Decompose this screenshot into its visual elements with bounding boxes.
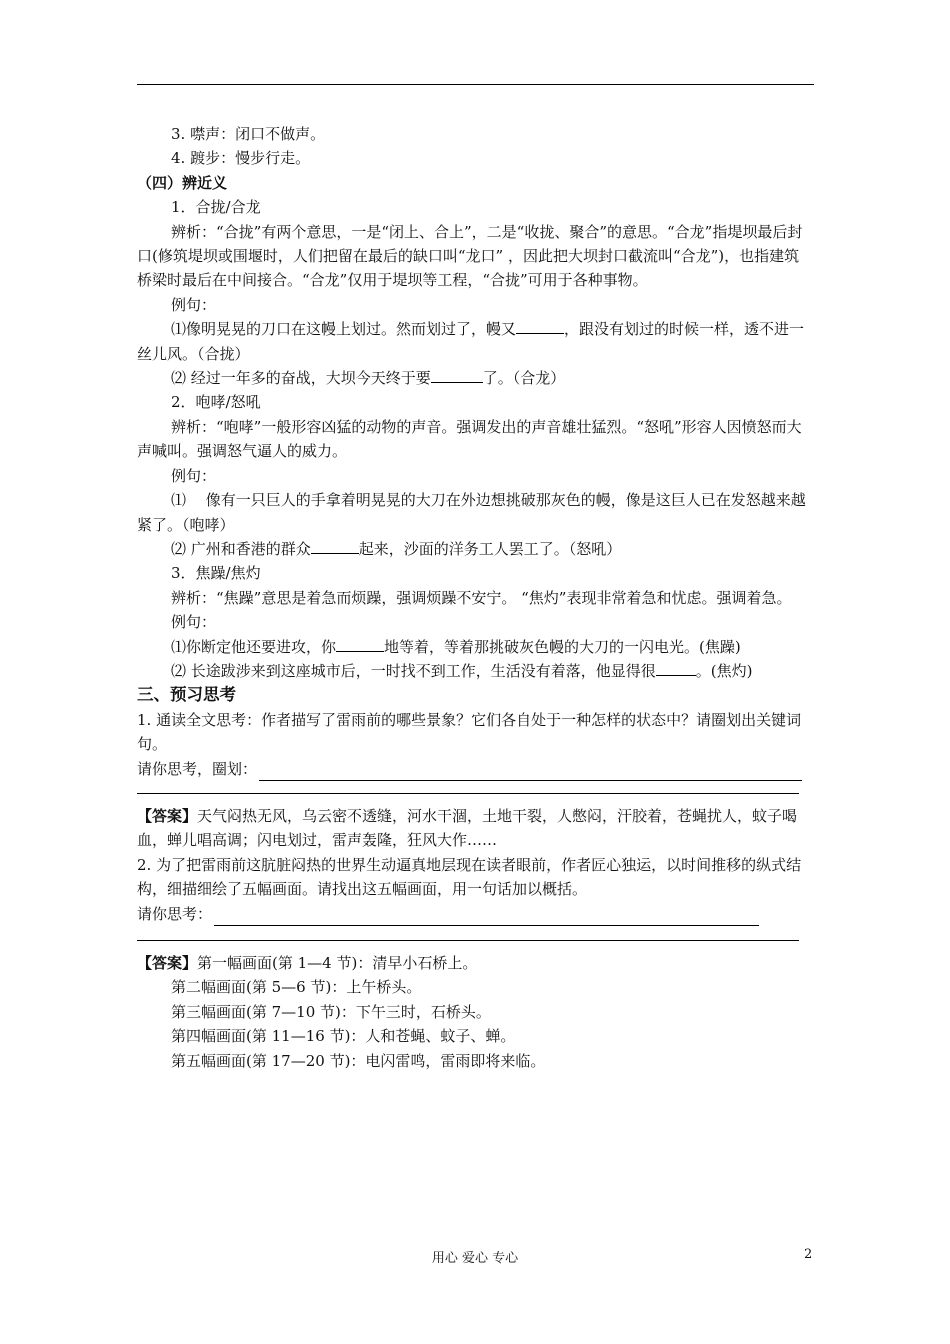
example-text: ⑵ 经过一年多的奋战，大坝今天终于要 <box>171 369 431 388</box>
answer-2-item: 第五幅画面(第 17—20 节)：电闪雷鸣，雷雨即将来临。 <box>171 1051 546 1070</box>
answer-rule[interactable] <box>214 909 759 926</box>
example-sentence <box>137 537 814 561</box>
example-sentence <box>137 635 814 659</box>
section-title-preview: 三、预习思考 <box>137 685 236 705</box>
example-text: ⑴像明晃晃的刀口在这幔上划过。然而划过了，幔又 <box>171 320 517 339</box>
vocab-item-3: 3. 噤声：闭口不做声。 <box>171 125 326 143</box>
answer-tag: 【答案】 <box>137 806 198 825</box>
fill-blank <box>656 660 696 676</box>
question-2: 2. 为了把雷雨前这肮脏闷热的世界生动逼真地层现在读者眼前，作者匠心独运，以时间推移的纵式结构，细描细绘了五幅画面。请找出这五幅画面，用一句话加以概括。 <box>137 855 802 899</box>
synonym-analysis-3: 辨析：“焦躁”意思是着急而烦躁，强调烦躁不安宁。 “焦灼”表现非常着急和忧虑。强调着急。 <box>171 588 792 607</box>
example-sentence <box>137 659 814 683</box>
fill-blank <box>336 636 384 652</box>
synonym-heading-2: 2．咆哮/怒吼 <box>171 393 261 412</box>
synonym-analysis-1: 辨析：“合拢”有两个意思，一是“闭上、合上”，二是“收拢、聚合”的意思。“合龙”指堤坝最后封口(修筑堤坝或围堰时，人们把留在最后的缺口叫“龙口” ，因此把大坝封口截流叫“合龙”)，也指建筑桥梁时最后在中间接合。“合龙”仅用于堤坝等工程，“合拢”可用于各种事物。 <box>137 222 803 290</box>
answer-prompt: 请你思考，圈划： <box>137 759 258 778</box>
answer-2-item: 第二幅画面(第 5—6 节)：上午桥头。 <box>171 978 422 997</box>
example-text: 。(焦灼) <box>695 661 753 680</box>
answer-2 <box>137 951 814 975</box>
fill-blank <box>431 367 483 383</box>
answer-rule[interactable] <box>259 764 802 781</box>
example-text: 地等着，等着那挑破灰色幔的大刀的一闪电光。(焦躁) <box>384 637 741 656</box>
section-title-synonyms: （四）辨近义 <box>137 173 228 192</box>
page-number: 2 <box>804 1247 813 1262</box>
example-label: 例句： <box>171 466 217 485</box>
answer-text: 天气闷热无风，乌云密不透缝，河水干涸，土地干裂，人憋闷，汗胶着，苍蝇扰人，蚊子喝血，蝉儿唱高调；闪电划过，雷声轰隆，狂风大作…… <box>137 806 798 850</box>
example-text: 了。（合龙） <box>482 369 566 388</box>
vocab-item-4: 4. 踱步：慢步行走。 <box>171 149 311 168</box>
example-text: ⑵ 广州和香港的群众 <box>171 539 311 558</box>
separator-rule <box>137 793 799 794</box>
footer-motto: 用心 爱心 专心 <box>431 1251 519 1266</box>
answer-1 <box>137 804 814 853</box>
synonym-heading-1: 1．合拢/合龙 <box>171 198 261 217</box>
example-label: 例句： <box>171 613 217 632</box>
example-sentence: ⑴ 像有一只巨人的手拿着明晃晃的大刀在外边想挑破那灰色的幔，像是这巨人已在发怒越来越紧了。（咆哮） <box>137 491 806 534</box>
question-1: 1. 通读全文思考：作者描写了雷雨前的哪些景象？它们各自处于一种怎样的状态中？请圈划出关键词句。 <box>137 710 802 754</box>
example-text: ，跟没有划过的时候一样，透不进一丝儿风。（合拢） <box>137 320 805 363</box>
answer-2-item: 第三幅画面(第 7—10 节)：下午三时，石桥头。 <box>171 1002 491 1021</box>
synonym-heading-3: 3．焦躁/焦灼 <box>171 564 261 583</box>
answer-2-item: 第四幅画面(第 11—16 节)：人和苍蝇、蚊子、蝉。 <box>171 1027 516 1046</box>
answer-tag: 【答案】 <box>137 954 198 972</box>
synonym-analysis-2: 辨析：“咆哮”一般形容凶猛的动物的声音。强调发出的声音雄壮猛烈。“怒吼”形容人因愤怒而大声喊叫。强调怒气逼人的威力。 <box>137 417 802 461</box>
example-text: 起来，沙面的洋务工人罢工了。（怒吼） <box>358 539 622 558</box>
separator-rule <box>137 940 799 941</box>
document-body <box>137 122 814 1073</box>
answer-prompt: 请你思考： <box>137 904 213 923</box>
example-text: ⑴你断定他还要进攻，你 <box>171 637 337 656</box>
example-sentence <box>137 317 814 366</box>
example-label: 例句： <box>171 295 217 314</box>
answer-text: 第一幅画面(第 1—4 节)：清早小石桥上。 <box>197 954 478 972</box>
answer-line-2[interactable] <box>137 902 814 926</box>
header-rule <box>137 84 814 85</box>
fill-blank <box>311 538 359 554</box>
example-sentence <box>137 366 814 390</box>
answer-line-1[interactable] <box>137 757 814 781</box>
fill-blank <box>516 318 564 334</box>
example-text: ⑵ 长途跋涉来到这座城市后，一时找不到工作，生活没有着落，他显得很 <box>171 661 656 680</box>
